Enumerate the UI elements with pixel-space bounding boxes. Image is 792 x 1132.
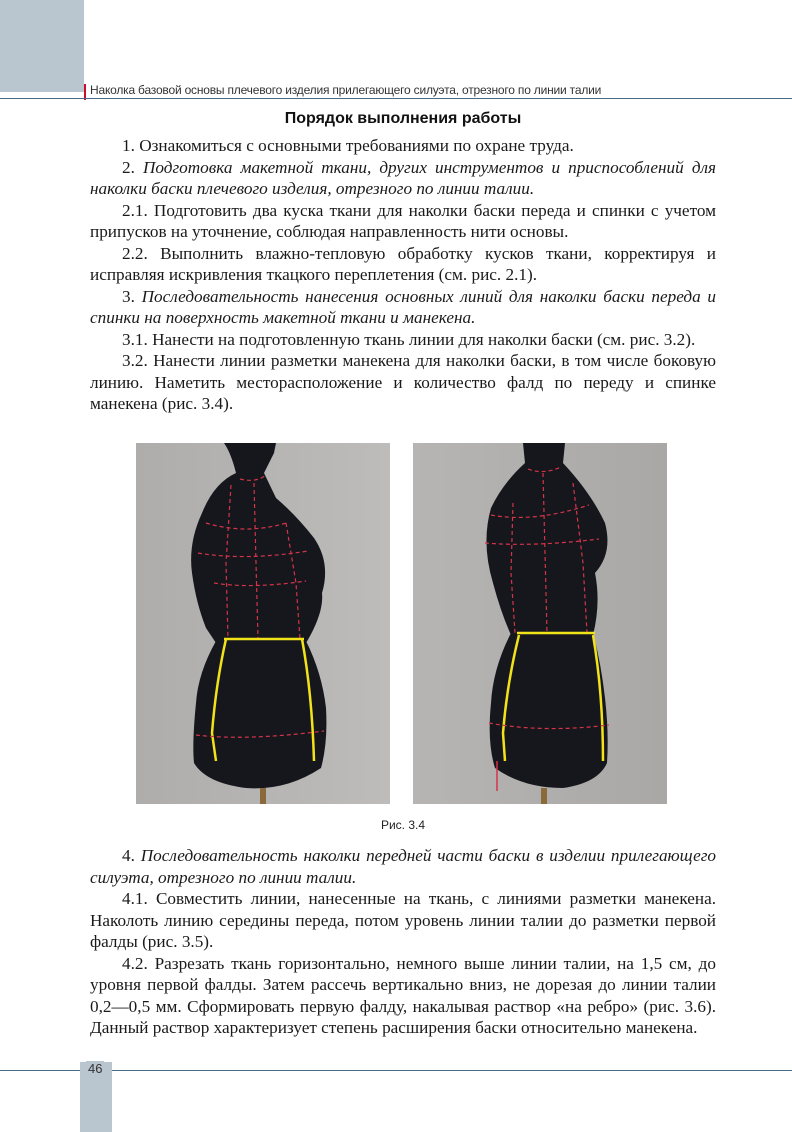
paragraph: 3.2. Нанести линии разметки манекена для наколки баски, в том числе боковую линию. Наметить месторасположение и количество фалд по переду и спинке манекена (рис. 3.4). xyxy=(90,351,716,413)
mannequin-photo-front xyxy=(136,443,390,804)
section-title: Порядок выполнения работы xyxy=(284,110,522,127)
body-text-bottom xyxy=(90,845,716,1039)
figure-caption: Рис. 3.4 xyxy=(380,818,426,832)
paragraph: 2.2. Выполнить влажно-тепловую обработку кусков ткани, корректируя и исправляя искривления ткацкого переплетения (см. рис. 2.1). xyxy=(90,243,716,284)
paragraph: 1. Ознакомиться с основными требованиями по охране труда. xyxy=(122,136,574,155)
paragraph: 4.2. Разрезать ткань горизонтально, немного выше линии талии, на 1,5 см, до уровня первой фалды. Затем рассечь вертикально вниз, не дорезая до линии талии 0,2—0,5 мм. Сформировать первую фалду, накалывая раствор «на ребро» (рис. 3.6). Данный раствор характеризует степень расширения баски относительно манекена. xyxy=(90,953,716,1037)
body-text-top xyxy=(90,135,716,415)
paragraph: 2.1. Подготовить два куска ткани для наколки баски переда и спинки с учетом припусков на уточнение, соблюдая направленность нити основы. xyxy=(90,200,716,241)
header-rule xyxy=(0,98,792,99)
paragraph: 3.1. Нанести на подготовленную ткань линии для наколки баски (см. рис. 3.2). xyxy=(122,329,696,349)
footer-rule xyxy=(0,1070,792,1071)
paragraph: 2. Подготовка макетной ткани, других инструментов и приспособлений для наколки баски плечевого изделия, отрезного по линии талии. xyxy=(90,157,716,198)
header-accent-band xyxy=(0,0,84,92)
page-number: 46 xyxy=(88,1061,103,1076)
paragraph: 4.1. Совместить линии, нанесенные на ткань, с линиями разметки манекена. Наколоть линию середины переда, потом уровень линии талии до разметки первой фалды (рис. 3.5). xyxy=(90,889,716,951)
paragraph: 3. Последовательность нанесения основных линий для наколки баски переда и спинки на поверхность макетной ткани и манекена. xyxy=(90,286,716,327)
paragraph: 4. Последовательность наколки передней части баски в изделии прилегающего силуэта, отрезного по линии талии. xyxy=(90,846,716,887)
running-head: Наколка базовой основы плечевого изделия прилегающего силуэта, отрезного по линии талии xyxy=(90,83,602,97)
mannequin-photo-side xyxy=(413,443,667,804)
mannequin-side-illustration xyxy=(413,443,667,804)
mannequin-front-illustration xyxy=(136,443,390,804)
